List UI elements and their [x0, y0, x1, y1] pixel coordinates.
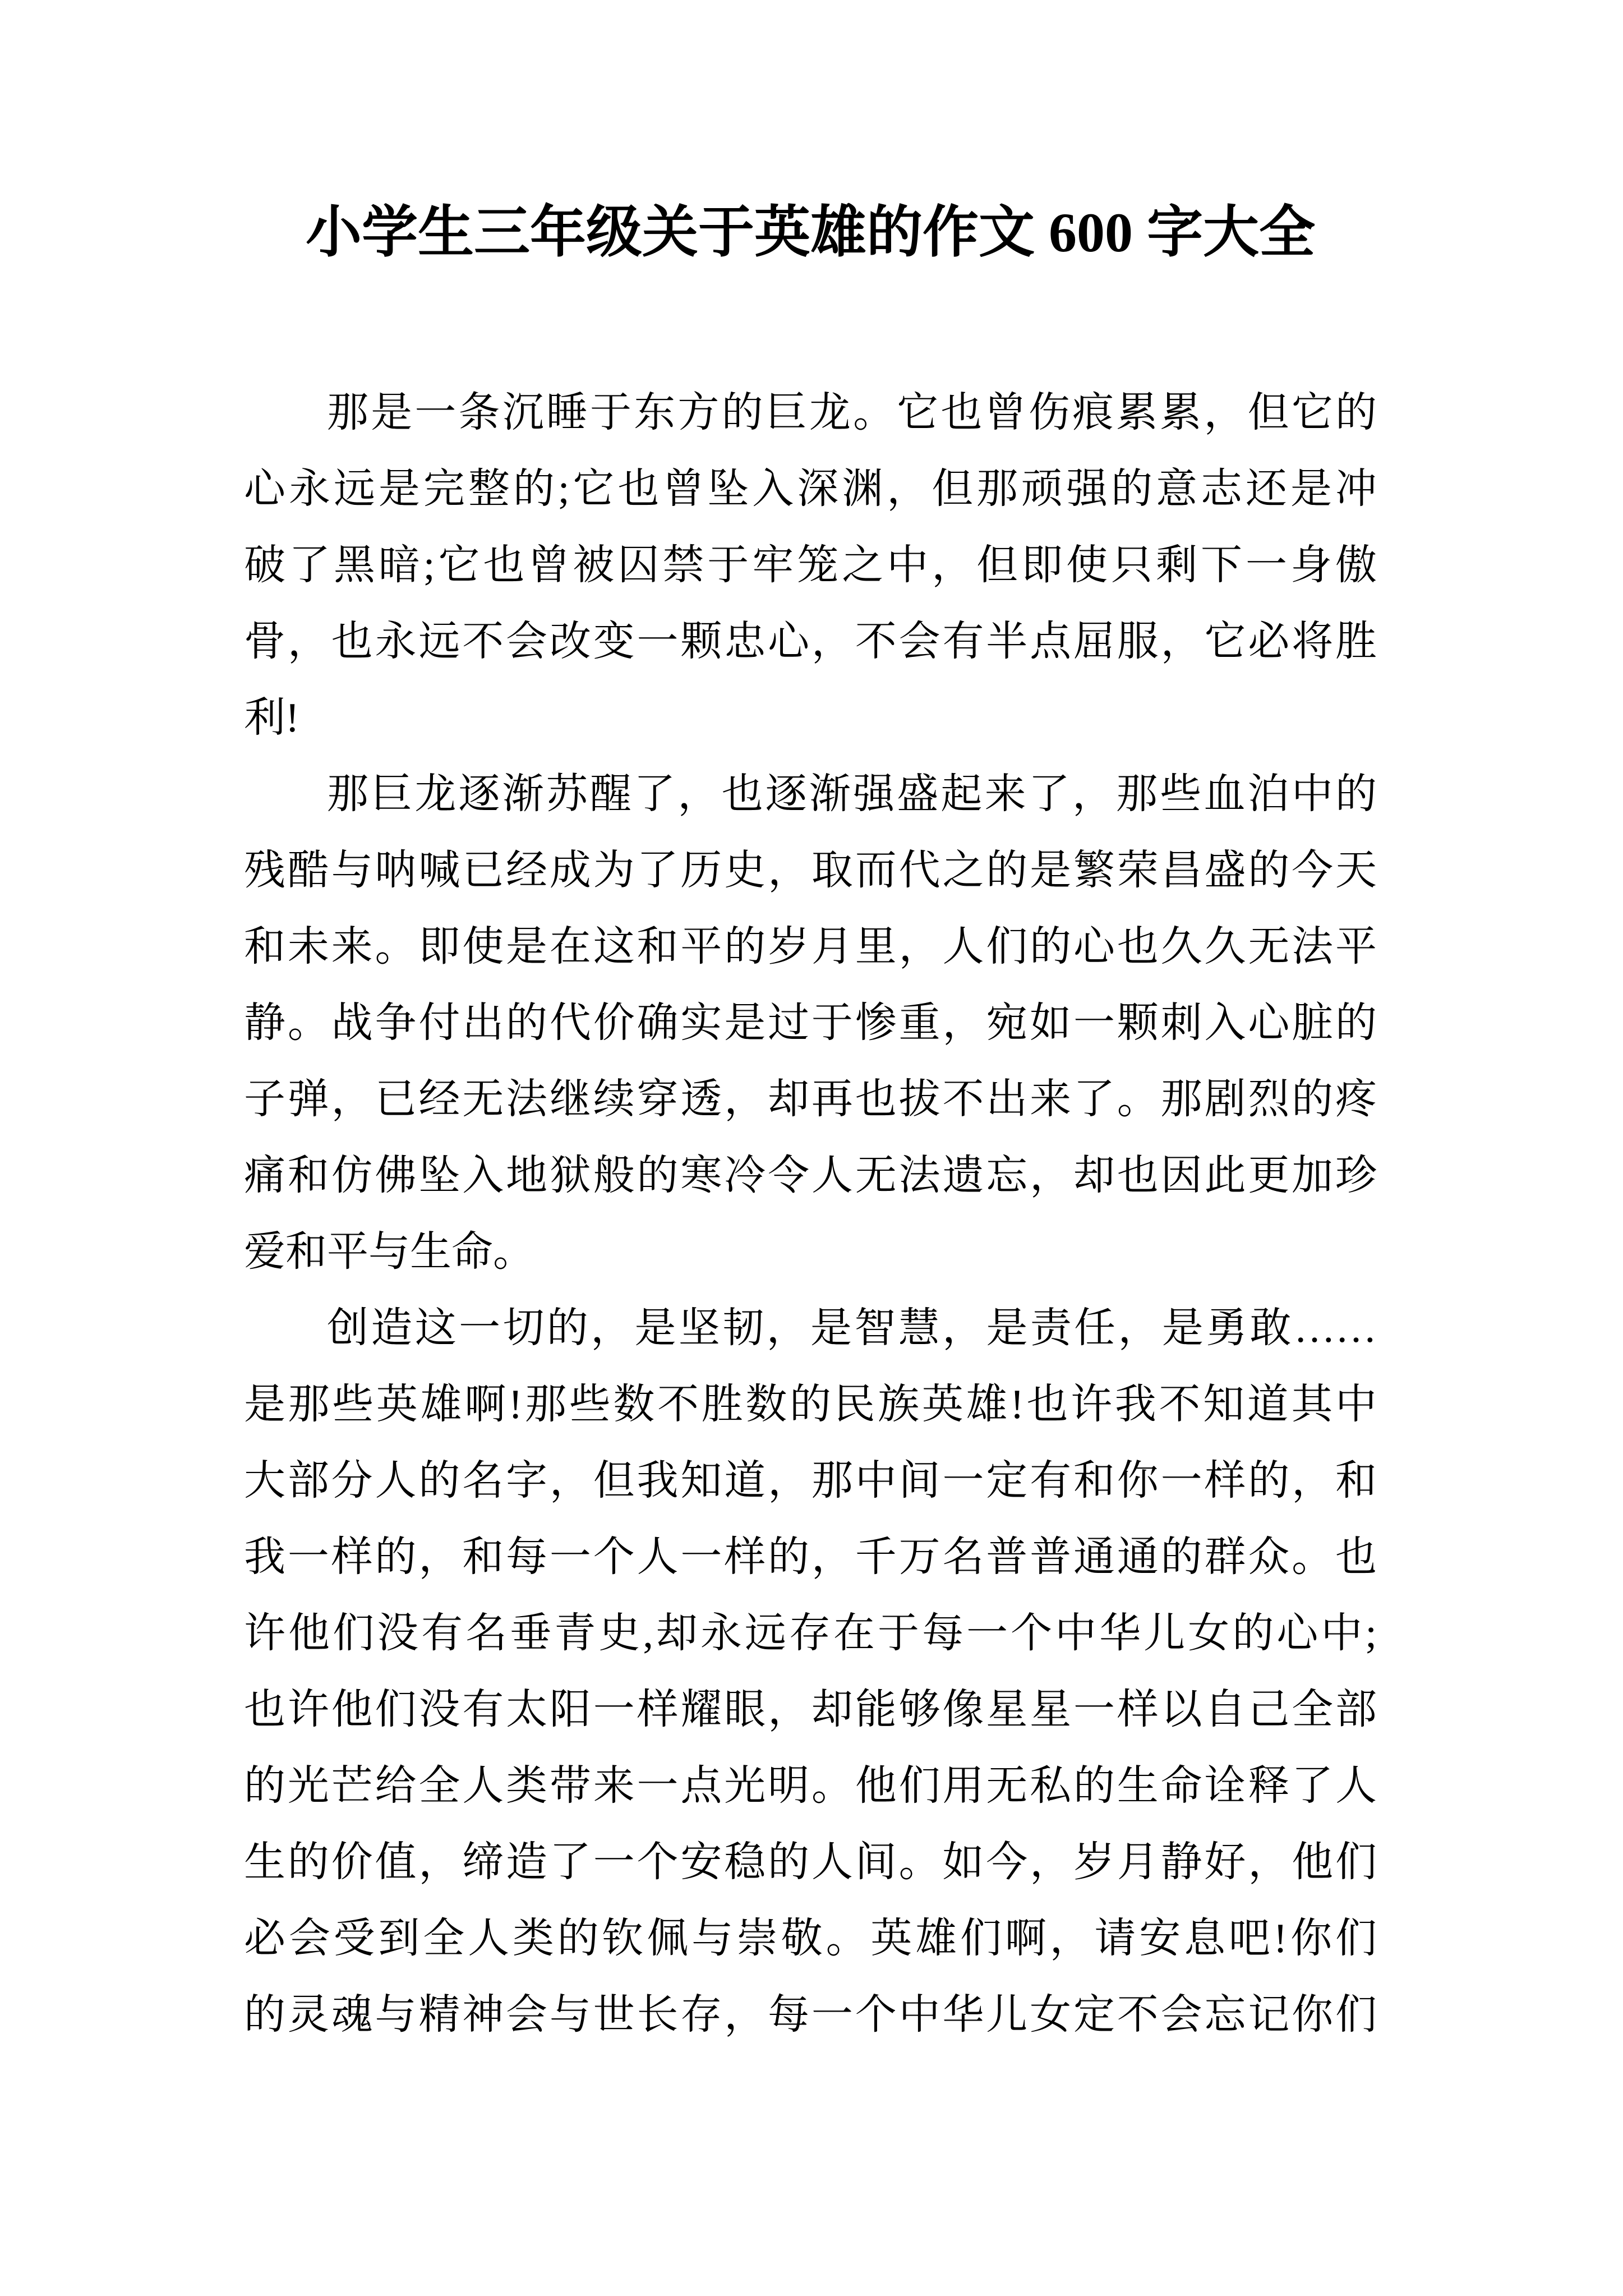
text-line: 的灵魂与精神会与世长存，每一个中华儿女定不会忘记你们	[244, 1992, 1377, 2038]
text-line: 也许他们没有太阳一样耀眼，却能够像星星一样以自己全部	[244, 1687, 1377, 1733]
text-line: 和未来。即使是在这和平的岁月里，人们的心也久久无法平	[244, 924, 1377, 970]
text-line: 创造这一切的，是坚韧，是智慧，是责任，是勇敢……	[327, 1305, 1377, 1351]
text-line: 是那些英雄啊!那些数不胜数的民族英雄!也许我不知道其中	[244, 1382, 1377, 1428]
paragraph-1	[244, 375, 1377, 756]
text-line: 心永远是完整的;它也曾坠入深渊，但那顽强的意志还是冲	[244, 466, 1377, 512]
document-title: 小学生三年级关于英雄的作文 600 字大全	[306, 201, 1315, 264]
text-line: 残酷与呐喊已经成为了历史，取而代之的是繁荣昌盛的今天	[244, 848, 1377, 894]
text-line: 大部分人的名字，但我知道，那中间一定有和你一样的，和	[244, 1458, 1377, 1504]
text-line: 生的价值，缔造了一个安稳的人间。如今，岁月静好，他们	[244, 1839, 1377, 1885]
text-line: 的光芒给全人类带来一点光明。他们用无私的生命诠释了人	[244, 1763, 1377, 1809]
paragraph-2	[244, 756, 1377, 1290]
document-content	[244, 0, 1377, 2053]
text-line: 利!	[244, 695, 299, 741]
text-line: 静。战争付出的代价确实是过于惨重，宛如一颗刺入心脏的	[244, 1000, 1377, 1046]
text-line: 许他们没有名垂青史,却永远存在于每一个中华儿女的心中;	[244, 1611, 1377, 1657]
text-line: 爱和平与生命。	[244, 1229, 534, 1275]
text-line: 子弹，已经无法继续穿透，却再也拔不出来了。那剧烈的疼	[244, 1076, 1377, 1122]
text-line: 必会受到全人类的钦佩与崇敬。英雄们啊，请安息吧!你们	[244, 1916, 1377, 1962]
text-line: 破了黑暗;它也曾被囚禁于牢笼之中，但即使只剩下一身傲	[244, 542, 1377, 588]
document-body	[244, 375, 1377, 2053]
text-line: 那巨龙逐渐苏醒了，也逐渐强盛起来了，那些血泊中的	[327, 771, 1377, 817]
paragraph-3	[244, 1290, 1377, 2053]
text-line: 骨，也永远不会改变一颗忠心，不会有半点屈服，它必将胜	[244, 619, 1377, 665]
text-line: 我一样的，和每一个人一样的，千万名普普通通的群众。也	[244, 1534, 1377, 1580]
text-line: 痛和仿佛坠入地狱般的寒冷令人无法遗忘，却也因此更加珍	[244, 1153, 1377, 1199]
text-line: 那是一条沉睡于东方的巨龙。它也曾伤痕累累，但它的	[327, 390, 1377, 436]
